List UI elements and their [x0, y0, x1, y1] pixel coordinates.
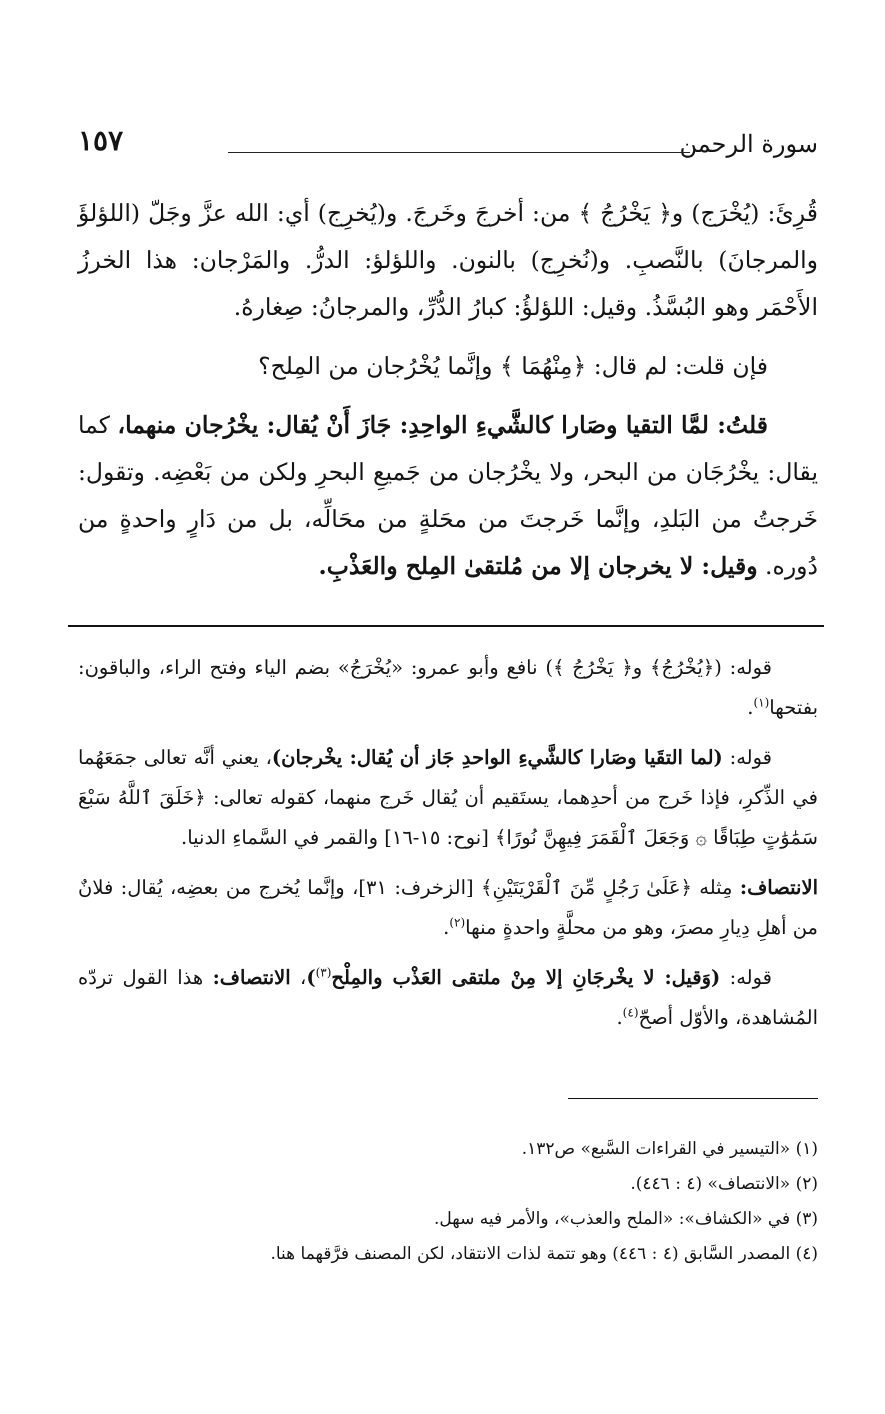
- footnote-4: (٤) المصدر السَّابق (٤ : ٤٤٦) وهو تتمة لذات الانتقاد، لكن المصنف فرَّقهما هنا.: [270, 1244, 818, 1264]
- commentary-paragraph-1: [78, 648, 818, 728]
- text-divider: [68, 625, 824, 627]
- page-number: ١٥٧: [78, 124, 124, 157]
- commentary-4-label: الانتصاف:: [212, 966, 291, 989]
- footnotes: [78, 1132, 818, 1272]
- commentary-paragraph-2: [78, 738, 818, 858]
- commentary: [78, 648, 818, 1048]
- commentary-4-quote: (وَقيل: لا يخْرجَانِ إلا مِنْ ملتقى العَذْب والمِلْح: [331, 966, 721, 989]
- answer-bold: قلتُ: لمَّا التقيا وصَارا كالشَّيءِ الواحِدِ: جَازَ أَنْ يُقال: يخْرُجان منهما،: [117, 411, 768, 439]
- commentary-paragraph-3: [78, 868, 818, 948]
- commentary-4-end: .: [616, 1006, 623, 1029]
- footnote-ref-2: (٢): [449, 915, 466, 930]
- commentary-3-label: الانتصاف:: [739, 876, 818, 899]
- footnote-1: (١) «التيسير في القراءات السَّبع» ص١٣٢.: [521, 1139, 818, 1159]
- commentary-1-text: قوله: (﴿يُخْرُجُ﴾ و﴿ يَخْرُجُ ﴾) نافع وأبو عمرو: «يُخْرَجُ» بضم الياء وفتح الراء، والباقون: بفتحها: [78, 656, 818, 719]
- main-text: [78, 190, 818, 590]
- footnote-rule: [568, 1098, 818, 1099]
- page-header: [78, 118, 818, 168]
- commentary-1-end: .: [747, 696, 754, 719]
- commentary-4-text: هذا القول تردّه المُشاهدة، والأوّل أصحّ: [78, 966, 818, 1029]
- footnote-ref-1: (١): [753, 695, 770, 710]
- commentary-2-quote: (لما التقَيا وصَارا كالشَّيءِ الواحدِ جَاز أن يُقال: يخْرجان): [271, 746, 723, 769]
- running-title: سورة الرحمن: [679, 130, 818, 158]
- commentary-3-end: .: [443, 916, 450, 939]
- commentary-4-quote-close: ): [306, 966, 316, 989]
- commentary-2-text: ، يعني أنَّه تعالى جمَعَهُما في الذِّكرِ، فإذا خَرج من أحدِهما، يستَقيم أن يُقال خَرج منهما، كقوله تعالى: ﴿خَلَقَ ٱللَّهُ سَبْعَ سَمَٰوَٰتٍ طِبَاقًا ۞ وَجَعَلَ ٱلْقَمَرَ فِيهِنَّ نُورًا﴾ [نوح: ١٥-١٦] والقمر في السَّماءِ الدنيا.: [78, 746, 818, 849]
- commentary-4-sep: ،: [290, 966, 307, 989]
- main-paragraph-1: قُرِئَ: (يُخْرَج) و﴿ يَخْرُجُ ﴾ من: أخرجَ وخَرجَ. و(يُخرِج) أي: الله عزَّ وجَلّ (اللؤلؤَ والمرجانَ) بالنَّصبِ. و(نُخرِج) بالنون. واللؤلؤ: الدرُّ. والمَرْجان: هذا الخرزُ الأَحْمَر وهو البُسَّذُ. وقيل: اللؤلؤُ: كبارُ الدُّرِّ، والمرجانُ: صِغارهُ.: [78, 199, 818, 321]
- footnote-2: (٢) «الانتصاف» (٤ : ٤٤٦).: [630, 1174, 818, 1194]
- footnote-ref-3: (٣): [315, 965, 332, 980]
- main-paragraph-2: فإن قلت: لم قال: ﴿مِنْهُمَا ﴾ وإنَّما يُخْرُجان من المِلح؟: [258, 352, 768, 380]
- answer-bold-end: وقيل: لا يخرجان إلا من مُلتقىٰ المِلح والعَذْبِ.: [318, 552, 758, 580]
- main-paragraph-3: [78, 402, 818, 590]
- footnote-ref-4: (٤): [622, 1005, 639, 1020]
- commentary-2-lead: قوله:: [722, 746, 773, 769]
- commentary-4-lead: قوله:: [720, 966, 773, 989]
- footnote-3: (٣) في «الكشاف»: «الملح والعذب»، والأمر فيه سهل.: [433, 1209, 818, 1229]
- answer-text: كما يقال: يخْرُجَان من البحر، ولا يخْرُجان من جَميعِ البحرِ ولكن من بَعْضِه. وتقول: خَرجتُ من البَلدِ، وإنَّما خَرجتَ من محَلةٍ من محَالِّه، بل من دَارٍ واحدةٍ من دُوره.: [78, 411, 818, 580]
- commentary-paragraph-4: [78, 958, 818, 1038]
- commentary-3-text: مِثله ﴿عَلَىٰ رَجُلٍ مِّنَ ٱلْقَرْيَتَيْنِ﴾ [الزخرف: ٣١]، وإنَّما يُخرج من بعضِه، يُقال: فلانٌ من أهلِ دِيارِ مصرَ، وهو من محلَّةٍ واحدةٍ منها: [78, 876, 818, 939]
- header-rule: [228, 152, 690, 153]
